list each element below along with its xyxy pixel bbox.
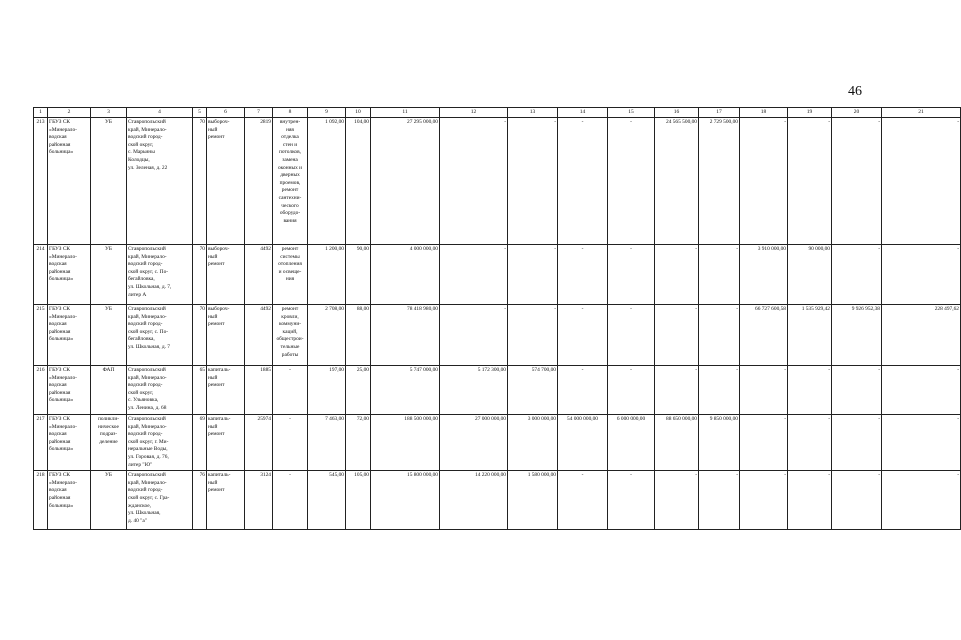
federal-funds-4 <box>740 305 788 366</box>
federal-funds-1 <box>440 471 508 530</box>
total-cost <box>371 415 440 471</box>
area <box>308 415 346 471</box>
construction-year <box>245 471 273 530</box>
area-text: 2 708,00 <box>325 306 344 312</box>
wear-percent-text: 69 <box>199 416 205 422</box>
regional-funds-3 <box>699 366 740 415</box>
facility-type-text: УБ <box>105 246 112 252</box>
federal-funds-2 <box>558 118 608 245</box>
federal-funds-5 <box>832 118 882 245</box>
federal-funds-3-text: - <box>695 306 697 312</box>
regional-funds-2-text: - <box>630 472 632 479</box>
table-row <box>34 366 961 415</box>
total-cost <box>371 471 440 530</box>
column-number: 18 <box>740 108 788 118</box>
regional-funds-3 <box>699 415 740 471</box>
organization-name <box>48 305 91 366</box>
beds-count-text: 88,00 <box>356 306 369 312</box>
total-cost-text: 15 800 000,00 <box>407 472 438 479</box>
federal-funds-3 <box>655 415 699 471</box>
wear-percent <box>193 305 207 366</box>
federal-funds-3 <box>655 471 699 530</box>
federal-funds-3 <box>655 366 699 415</box>
facility-type-text: УБ <box>105 306 112 312</box>
beds-count <box>346 118 371 245</box>
row-number <box>34 471 48 530</box>
federal-funds-2 <box>558 366 608 415</box>
federal-funds-4 <box>740 471 788 530</box>
regional-funds-3 <box>699 118 740 245</box>
federal-funds-2 <box>558 245 608 305</box>
regional-funds-1 <box>508 415 558 471</box>
column-number: 16 <box>655 108 699 118</box>
federal-funds-2-text: - <box>581 246 584 252</box>
column-number: 17 <box>699 108 740 118</box>
federal-funds-4 <box>740 415 788 471</box>
regional-funds-4-text: 1 535 929,42 <box>801 306 830 312</box>
regional-funds-2-text: - <box>630 367 632 373</box>
regional-funds-5 <box>882 366 961 415</box>
construction-year-text: 4492 <box>260 306 271 312</box>
regional-funds-5 <box>882 471 961 530</box>
organization-name-text: ГБУЗ СК «Минерало- водская районная больница» <box>49 472 77 509</box>
regional-funds-2-text: - <box>630 306 632 312</box>
work-description <box>273 366 308 415</box>
regional-funds-1 <box>508 366 558 415</box>
row-number-text: 214 <box>36 246 45 252</box>
beds-count <box>346 305 371 366</box>
federal-funds-5 <box>832 245 882 305</box>
column-number: 5 <box>193 108 207 118</box>
regional-funds-3-text: - <box>736 306 738 312</box>
regional-funds-5-text: 228 497,62 <box>934 306 959 312</box>
federal-funds-1 <box>440 118 508 245</box>
beds-count-text: 105,00 <box>354 472 369 479</box>
regional-funds-5 <box>882 118 961 245</box>
federal-funds-2 <box>558 471 608 530</box>
facility-type <box>91 118 127 245</box>
regional-funds-1 <box>508 471 558 530</box>
repair-type <box>207 305 245 366</box>
area-text: 7 463,00 <box>325 416 344 422</box>
row-number <box>34 415 48 471</box>
wear-percent <box>193 118 207 245</box>
table-row <box>34 471 961 530</box>
column-number: 8 <box>273 108 308 118</box>
federal-funds-3-text: - <box>695 472 697 479</box>
table-row <box>34 305 961 366</box>
regional-funds-5-text: - <box>957 119 959 125</box>
column-number: 19 <box>788 108 832 118</box>
facility-address-text: Ставропольский край, Минерало- водский город- ской округ, г. Ми- неральные Воды, ул. Горовая, д. 76, литер "Ю" <box>128 416 169 468</box>
federal-funds-2-text: - <box>581 472 584 479</box>
regional-funds-4-text: - <box>828 367 830 373</box>
column-number: 1 <box>34 108 48 118</box>
repair-type-text: выбороч- ный ремонт <box>208 246 230 268</box>
repair-type <box>207 471 245 530</box>
federal-funds-3-text: - <box>695 367 697 373</box>
facility-address-text: Ставропольский край, Минерало- водский город- ской округ, с. Ульяновка, ул. Ленина, д. 68 <box>128 367 167 411</box>
work-description-text: - <box>289 416 291 422</box>
regional-funds-1-text: - <box>554 306 556 312</box>
federal-funds-3 <box>655 305 699 366</box>
column-number: 11 <box>371 108 440 118</box>
beds-count-text: 104,00 <box>354 119 369 125</box>
repair-type-text: выбороч- ный ремонт <box>208 306 230 328</box>
federal-funds-5 <box>832 415 882 471</box>
regional-funds-4 <box>788 471 832 530</box>
wear-percent <box>193 245 207 305</box>
federal-funds-5-text: - <box>878 246 880 252</box>
regional-funds-1 <box>508 245 558 305</box>
facility-address <box>127 118 193 245</box>
column-number: 7 <box>245 108 273 118</box>
regional-funds-4 <box>788 118 832 245</box>
construction-year <box>245 118 273 245</box>
regional-funds-4-text: - <box>828 416 830 422</box>
federal-funds-3-text: 24 565 500,00 <box>666 119 697 125</box>
work-description-text: ремонт кровли, коммуни- каций, общестрои- тельные работы <box>276 306 304 358</box>
facility-type <box>91 366 127 415</box>
column-number: 9 <box>308 108 346 118</box>
regional-funds-1-text: - <box>554 119 556 125</box>
repair-type <box>207 415 245 471</box>
work-description <box>273 415 308 471</box>
federal-funds-3-text: - <box>695 246 697 252</box>
regional-funds-1 <box>508 118 558 245</box>
row-number-text: 218 <box>36 472 45 479</box>
facility-address <box>127 366 193 415</box>
column-number: 14 <box>558 108 608 118</box>
area <box>308 245 346 305</box>
wear-percent-text: 65 <box>199 367 205 373</box>
regional-funds-4 <box>788 415 832 471</box>
regional-funds-4 <box>788 366 832 415</box>
total-cost <box>371 305 440 366</box>
repair-type <box>207 245 245 305</box>
federal-funds-1 <box>440 245 508 305</box>
area-text: 1 200,00 <box>325 246 344 252</box>
column-number: 10 <box>346 108 371 118</box>
column-number: 12 <box>440 108 508 118</box>
federal-funds-2 <box>558 415 608 471</box>
area-text: 545,00 <box>329 472 344 479</box>
row-number <box>34 305 48 366</box>
federal-funds-5 <box>832 471 882 530</box>
federal-funds-5-text: 9 926 952,38 <box>851 306 880 312</box>
organization-name <box>48 366 91 415</box>
regional-funds-5 <box>882 415 961 471</box>
area-text: 197,00 <box>329 367 344 373</box>
federal-funds-1 <box>440 415 508 471</box>
total-cost-text: 78 418 980,00 <box>407 306 438 312</box>
federal-funds-4 <box>740 118 788 245</box>
regional-funds-5-text: - <box>957 367 959 373</box>
table-row <box>34 245 961 305</box>
regional-funds-1-text: - <box>554 246 556 252</box>
work-description-text: ремонт системы отопления и освеще- ния <box>278 246 302 283</box>
regional-funds-3-text: 9 850 000,00 <box>709 416 738 422</box>
federal-funds-4-text: - <box>784 472 786 479</box>
construction-year <box>245 415 273 471</box>
facility-type <box>91 415 127 471</box>
repair-type-text: капиталь- ный ремонт <box>208 367 231 389</box>
federal-funds-2-text: 54 000 000,00 <box>567 416 598 422</box>
organization-name <box>48 245 91 305</box>
repair-type-text: капиталь- ный ремонт <box>208 472 231 494</box>
beds-count <box>346 415 371 471</box>
regional-funds-2-text: - <box>630 119 632 125</box>
area <box>308 471 346 530</box>
row-number <box>34 118 48 245</box>
total-cost-text: 27 295 000,00 <box>407 119 438 125</box>
beds-count-text: 72,00 <box>356 416 369 422</box>
regional-funds-1 <box>508 305 558 366</box>
federal-funds-5-text: - <box>878 367 880 373</box>
federal-funds-4-text: 66 727 600,58 <box>755 306 786 312</box>
regional-funds-2 <box>608 471 655 530</box>
federal-funds-2-text: - <box>581 119 584 125</box>
column-number: 6 <box>207 108 245 118</box>
regional-funds-2 <box>608 305 655 366</box>
federal-funds-4-text: - <box>784 367 786 373</box>
column-number: 2 <box>48 108 91 118</box>
regional-funds-2 <box>608 366 655 415</box>
row-number-text: 213 <box>36 119 45 125</box>
beds-count <box>346 245 371 305</box>
federal-funds-1-text: - <box>504 246 506 252</box>
federal-funds-4 <box>740 245 788 305</box>
repair-type <box>207 118 245 245</box>
beds-count <box>346 366 371 415</box>
wear-percent <box>193 471 207 530</box>
regional-funds-2-text: 6 000 000,00 <box>616 416 646 422</box>
construction-year-text: 4492 <box>260 246 271 252</box>
facility-address <box>127 305 193 366</box>
repair-program-table <box>33 107 961 530</box>
federal-funds-1-text: 14 220 000,00 <box>475 472 506 479</box>
repair-type-text: выбороч- ный ремонт <box>208 119 230 141</box>
regional-funds-3-text: - <box>736 472 738 479</box>
work-description <box>273 118 308 245</box>
regional-funds-2 <box>608 415 655 471</box>
facility-address-text: Ставропольский край, Минерало- водский город- ской округ, с. По- бегайловка, ул. Школьная, д. 7 <box>128 306 170 350</box>
column-number: 20 <box>832 108 882 118</box>
table-row <box>34 415 961 471</box>
federal-funds-1-text: 27 000 000,00 <box>475 416 506 422</box>
regional-funds-5 <box>882 305 961 366</box>
column-number: 3 <box>91 108 127 118</box>
work-description <box>273 471 308 530</box>
work-description-text: - <box>289 367 291 373</box>
total-cost-text: 188 500 000,00 <box>404 416 438 422</box>
area <box>308 366 346 415</box>
regional-funds-4 <box>788 245 832 305</box>
wear-percent-text: 76 <box>199 472 205 479</box>
column-number: 15 <box>608 108 655 118</box>
facility-address <box>127 245 193 305</box>
total-cost <box>371 118 440 245</box>
work-description <box>273 305 308 366</box>
federal-funds-2-text: - <box>581 306 584 312</box>
organization-name <box>48 471 91 530</box>
wear-percent-text: 70 <box>199 246 205 252</box>
regional-funds-5-text: - <box>957 472 959 479</box>
regional-funds-4-text: - <box>828 119 830 125</box>
federal-funds-4-text: - <box>784 416 786 422</box>
federal-funds-3 <box>655 245 699 305</box>
regional-funds-1-text: 3 000 000,00 <box>527 416 556 422</box>
organization-name-text: ГБУЗ СК «Минерало- водская районная больница» <box>49 119 77 156</box>
regional-funds-3 <box>699 471 740 530</box>
construction-year <box>245 245 273 305</box>
federal-funds-3 <box>655 118 699 245</box>
federal-funds-2-text: - <box>581 367 584 373</box>
row-number <box>34 245 48 305</box>
organization-name-text: ГБУЗ СК «Минерало- водская районная больница» <box>49 367 77 404</box>
facility-type-text: УБ <box>105 472 112 479</box>
organization-name-text: ГБУЗ СК «Минерало- водская районная больница» <box>49 246 77 283</box>
organization-name-text: ГБУЗ СК «Минерало- водская районная больница» <box>49 416 77 453</box>
regional-funds-1-text: 574 700,00 <box>531 367 556 373</box>
organization-name <box>48 118 91 245</box>
row-number <box>34 366 48 415</box>
area <box>308 305 346 366</box>
regional-funds-5-text: - <box>957 416 959 422</box>
row-number-text: 216 <box>36 367 45 373</box>
work-description-text: внутрен- няя отделка стен и потолков, замена оконных и дверных проемов, ремонт сантехни- ческого оборудо- вания <box>277 119 303 224</box>
facility-type <box>91 305 127 366</box>
federal-funds-5-text: - <box>878 472 880 479</box>
wear-percent <box>193 366 207 415</box>
facility-type-text: поликли- ническое подраз- деление <box>97 416 120 445</box>
facility-type <box>91 471 127 530</box>
regional-funds-3 <box>699 305 740 366</box>
row-number-text: 215 <box>36 306 45 312</box>
federal-funds-4 <box>740 366 788 415</box>
facility-address-text: Ставропольский край, Минерало- водский город- ской округ, с. Гра- жданское, ул. Школьная, д. 40 "а" <box>128 472 170 524</box>
federal-funds-1 <box>440 305 508 366</box>
federal-funds-4-text: - <box>784 119 786 125</box>
organization-name-text: ГБУЗ СК «Минерало- водская районная больница» <box>49 306 77 343</box>
organization-name <box>48 415 91 471</box>
regional-funds-2 <box>608 118 655 245</box>
construction-year <box>245 366 273 415</box>
federal-funds-5-text: - <box>878 416 880 422</box>
regional-funds-5-text: - <box>957 246 959 252</box>
facility-type-text: УБ <box>105 119 112 125</box>
federal-funds-1-text: 5 172 300,00 <box>477 367 506 373</box>
beds-count-text: 90,00 <box>356 246 369 252</box>
regional-funds-1-text: 1 580 000,00 <box>527 472 556 479</box>
table-row <box>34 118 961 245</box>
total-cost-text: 5 747 000,00 <box>409 367 438 373</box>
federal-funds-1-text: - <box>504 119 506 125</box>
regional-funds-2-text: - <box>630 246 632 252</box>
regional-funds-3-text: - <box>736 246 738 252</box>
federal-funds-5 <box>832 305 882 366</box>
federal-funds-4-text: 3 910 000,00 <box>757 246 786 252</box>
regional-funds-5 <box>882 245 961 305</box>
column-number: 13 <box>508 108 558 118</box>
work-description <box>273 245 308 305</box>
repair-type <box>207 366 245 415</box>
beds-count-text: 25,00 <box>356 367 369 373</box>
wear-percent-text: 70 <box>199 306 205 312</box>
federal-funds-1 <box>440 366 508 415</box>
regional-funds-4 <box>788 305 832 366</box>
column-number: 21 <box>882 108 961 118</box>
total-cost-text: 4 000 000,00 <box>409 246 438 252</box>
federal-funds-1-text: - <box>504 306 506 312</box>
regional-funds-3-text: 2 729 500,00 <box>709 119 738 125</box>
column-number: 4 <box>127 108 193 118</box>
wear-percent-text: 70 <box>199 119 205 125</box>
construction-year-text: 25974 <box>257 416 271 422</box>
area <box>308 118 346 245</box>
page-number: 46 <box>848 84 862 99</box>
federal-funds-3-text: 88 650 000,00 <box>666 416 697 422</box>
facility-address <box>127 471 193 530</box>
construction-year-text: 3124 <box>260 472 271 479</box>
beds-count <box>346 471 371 530</box>
regional-funds-4-text: 90 000,00 <box>808 246 830 252</box>
facility-address-text: Ставропольский край, Минерало- водский город- ской округ, с. Марьины Колодцы, ул. Зеленая, д. 22 <box>128 119 168 171</box>
work-description-text: - <box>289 472 291 479</box>
area-text: 1 092,00 <box>325 119 344 125</box>
construction-year <box>245 305 273 366</box>
construction-year-text: 2819 <box>260 119 271 125</box>
facility-address-text: Ставропольский край, Минерало- водский город- ской округ, с. По- бегайловка, ул. Школьная, д. 7, литер А <box>128 246 172 298</box>
regional-funds-3-text: - <box>736 367 738 373</box>
federal-funds-5-text: - <box>878 119 880 125</box>
facility-type <box>91 245 127 305</box>
total-cost <box>371 366 440 415</box>
wear-percent <box>193 415 207 471</box>
federal-funds-5 <box>832 366 882 415</box>
construction-year-text: 1885 <box>260 367 271 373</box>
federal-funds-2 <box>558 305 608 366</box>
regional-funds-2 <box>608 245 655 305</box>
facility-type-text: ФАП <box>102 367 115 373</box>
total-cost <box>371 245 440 305</box>
facility-address <box>127 415 193 471</box>
header-row <box>34 108 961 118</box>
repair-type-text: капиталь- ный ремонт <box>208 416 231 438</box>
row-number-text: 217 <box>36 416 45 422</box>
regional-funds-3 <box>699 245 740 305</box>
regional-funds-4-text: - <box>828 472 830 479</box>
